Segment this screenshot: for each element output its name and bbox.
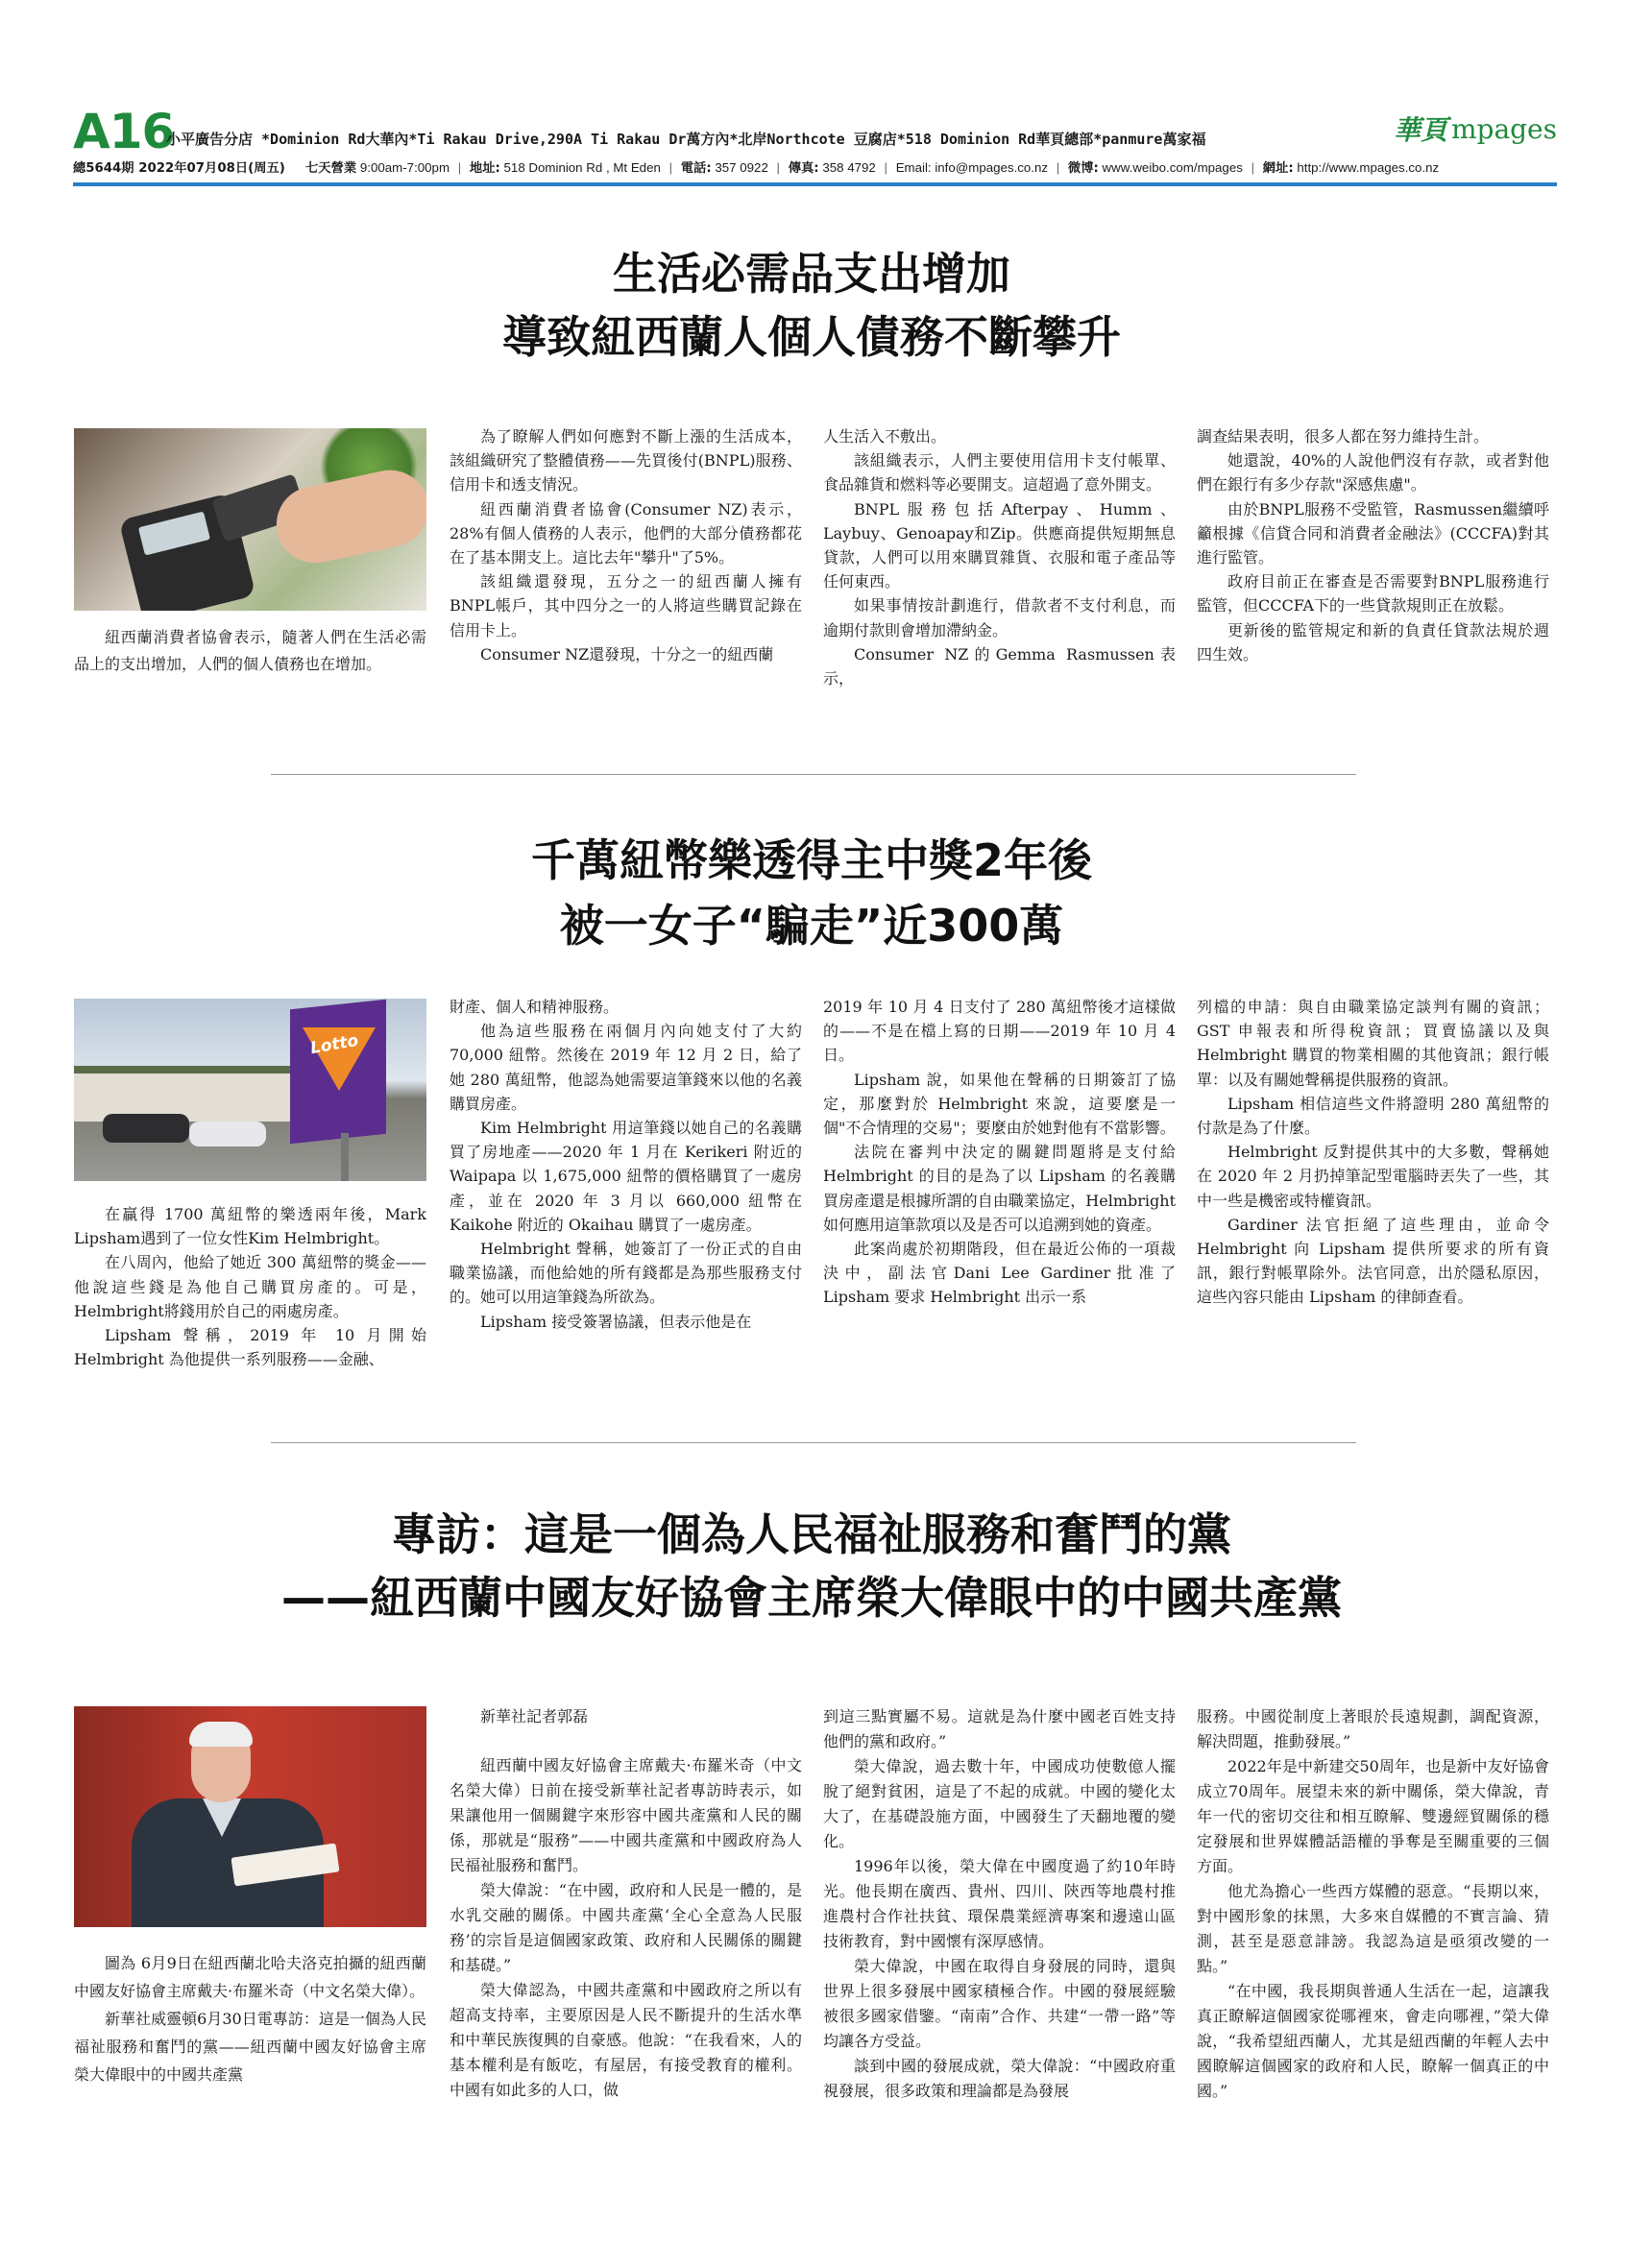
page-number: A16 bbox=[73, 104, 175, 159]
web-label: 網址: bbox=[1262, 161, 1294, 176]
caption-paragraph: 在贏得 1700 萬紐幣的樂透兩年後，Mark Lipsham遇到了一位女性Kim Helmbright。 bbox=[74, 1205, 426, 1248]
article2-headline bbox=[115, 828, 1508, 958]
phone: 357 0922 bbox=[715, 160, 768, 175]
article-paragraph: 列檔的申請：與自由職業協定談判有關的資訊；GST 申報表和所得稅資訊；買賣協議以及與 Helmbright 購買的物業相關的其他資訊；銀行帳單：以及有關她聲稱提供服務的資訊。 bbox=[1197, 998, 1549, 1089]
article-paragraph: Helmbright 反對提供其中的大多數，聲稱她在 2020 年 2 月扔掉筆記型電腦時丟失了一些，其中一些是機密或特權資訊。 bbox=[1197, 1143, 1549, 1210]
payment-terminal-photo bbox=[74, 428, 426, 611]
branch-list: 小平廣告分店 *Dominion Rd大華內*Ti Rakau Drive,290A Ti Rakau Dr萬方內*北岸Northcote 豆腐店*518 Dominion Rd華頁總部*panmure萬家福 bbox=[166, 131, 1206, 148]
article1-headline bbox=[115, 242, 1508, 369]
article-paragraph: 他尤為擔心一些西方媒體的惡意。“長期以來，對中國形象的抹黑，大多來自媒體的不實言論、猜測，甚至是惡意誹謗。我認為這是亟須改變的一點。” bbox=[1197, 1882, 1549, 1975]
article-paragraph: Gardiner 法官拒絕了這些理由，並命令 Helmbright 向 Lipsham 提供所要求的所有資訊，銀行對帳單除外。法官同意，出於隱私原因，這些內容只能由 Lipsham 的律師查看。 bbox=[1197, 1215, 1549, 1307]
man-reading-photo bbox=[74, 1706, 426, 1927]
article-paragraph: 法院在審判中決定的關鍵問題將是支付給 Helmbright 的目的是為了以 Lipsham 的名義購買房產還是根據所謂的自由職業協定，Helmbright 如何應用這筆款項以及是否可以追溯到她的資產。 bbox=[823, 1143, 1176, 1234]
article1-title-line2: 導致紐西蘭人個人債務不斷攀升 bbox=[502, 311, 1121, 363]
issue-date: 總5644期 2022年07月08日(周五) bbox=[73, 161, 285, 176]
article-paragraph: 紐西蘭消費者協會(Consumer NZ)表示，28%有個人債務的人表示，他們的大部分債務都花在了基本開支上。這比去年"攀升"了5%。 bbox=[450, 499, 802, 567]
article-paragraph: “在中國，我長期與普通人生活在一起，這讓我真正瞭解這個國家從哪裡來，會走向哪裡，”榮大偉說，“我希望紐西蘭人，尤其是紐西蘭的年輕人去中國瞭解這個國家的政府和人民，瞭解一個真正的中國。” bbox=[1197, 1982, 1549, 2100]
lotto-shop-photo bbox=[74, 999, 426, 1181]
phone-label: 電話: bbox=[680, 161, 712, 176]
article-paragraph: 他為這些服務在兩個月內向她支付了大約 70,000 紐幣。然後在 2019 年 12 月 2 日，給了她 280 萬紐幣，他認為她需要這筆錢來以他的名義購買房產。 bbox=[450, 1022, 802, 1113]
caption-paragraph: 圖為 6月9日在紐西蘭北哈夫洛克拍攝的紐西蘭中國友好協會主席戴夫·布羅米奇（中文名榮大偉）。 bbox=[74, 1954, 426, 2000]
mpages-logo[interactable] bbox=[1394, 108, 1557, 150]
weibo-label: 微博: bbox=[1067, 161, 1099, 176]
address: 518 Dominion Rd , Mt Eden bbox=[503, 160, 661, 175]
logo-latin-text: mpages bbox=[1450, 112, 1557, 145]
article-paragraph: BNPL服務包括Afterpay、Humm、Laybuy、Genoapay和Zip。供應商提供短期無息貸款，人們可以用來購買雜貨、衣服和電子產品等任何東西。 bbox=[823, 499, 1176, 591]
article-paragraph: Lipsham 接受簽署協議，但表示他是在 bbox=[480, 1312, 752, 1331]
article-paragraph: 談到中國的發展成就，榮大偉說：“中國政府重視發展，很多政策和理論都是為發展 bbox=[823, 2057, 1176, 2100]
article3-title-line1: 專訪：這是一個為人民福祉服務和奮鬥的黨 bbox=[392, 1508, 1231, 1560]
article-paragraph: 到這三點實屬不易。這就是為什麼中國老百姓支持他們的黨和政府。” bbox=[823, 1707, 1176, 1750]
article2-column-1 bbox=[450, 995, 802, 1390]
article-paragraph: 調查結果表明，很多人都在努力維持生計。 bbox=[1197, 427, 1490, 446]
logo-chinese-text: 華頁 bbox=[1393, 114, 1447, 146]
weibo-link[interactable]: www.weibo.com/mpages bbox=[1102, 160, 1243, 175]
article1-caption bbox=[74, 624, 426, 678]
article1-column-2 bbox=[823, 424, 1176, 712]
hours-label: 七天營業 bbox=[305, 161, 357, 176]
opening-hours: 9:00am-7:00pm bbox=[359, 160, 450, 175]
info-line: 總5644期 2022年07月08日(周五) 七天營業 9:00am-7:00pm | 地址: 518 Dominion Rd , Mt Eden | 電話: 357 0922 | 傳真: 358 4792 | Email: info@mpages.co.nz | 微博: www.weibo.com/mpages | 網址: http://www.mpages.co.nz bbox=[73, 160, 1440, 176]
article-paragraph: 她還說，40%的人說他們沒有存款，或者對他們在銀行有多少存款"深感焦慮"。 bbox=[1197, 451, 1549, 495]
article-paragraph: Helmbright 聲稱，她簽訂了一份正式的自由職業協議，而他給她的所有錢都是為那些服務支付的。她可以用這筆錢為所欲為。 bbox=[450, 1240, 802, 1307]
article2-column-3 bbox=[1197, 995, 1549, 1390]
article-paragraph: 2022年是中新建交50周年，也是新中友好協會成立70周年。展望未來的新中關係，榮大偉說，青年一代的密切交往和相互瞭解、雙邊經貿關係的穩定發展和世界媒體話語權的爭奪是至關重要的三個方面。 bbox=[1197, 1757, 1549, 1875]
caption-paragraph: 在八周內，他給了她近 300 萬紐幣的獎金——他說這些錢是為他自己購買房產的。可是，Helmbright將錢用於自己的兩處房產。 bbox=[74, 1253, 426, 1320]
article-paragraph: 該組織表示，人們主要使用信用卡支付帳單、食品雜貨和燃料等必要開支。這超過了意外開支。 bbox=[823, 451, 1176, 495]
article-paragraph: 榮大偉說，過去數十年，中國成功使數億人擺脫了絕對貧困，這是了不起的成就。中國的變化太大了，在基礎設施方面，中國發生了天翻地覆的變化。 bbox=[823, 1757, 1176, 1850]
article-paragraph: 2019 年 10 月 4 日支付了 280 萬紐幣後才這樣做的——不是在檔上寫的日期——2019 年 10 月 4 日。 bbox=[823, 998, 1176, 1065]
article-paragraph: 榮大偉說：“在中國，政府和人民是一體的，是水乳交融的關係。中國共產黨‘全心全意為人民服務’的宗旨是這個國家政策、政府和人民關係的關鍵和基礎。” bbox=[450, 1881, 802, 1974]
website-link[interactable]: http://www.mpages.co.nz bbox=[1297, 160, 1440, 175]
article3-headline bbox=[115, 1503, 1508, 1629]
section-divider bbox=[271, 774, 1356, 775]
article-paragraph: Kim Helmbright 用這筆錢以她自己的名義購買了房地產——2020 年 1 月在 Kerikeri 附近的 Waipapa 以 1,675,000 紐幣的價格購買了一處房產，並在 2020 年 3 月以 660,000 紐幣在 Kaikohe 附近的 Okaihau 購買了一處房產。 bbox=[450, 1119, 802, 1234]
article3-title-line2: ——紐西蘭中國友好協會主席榮大偉眼中的中國共產黨 bbox=[281, 1572, 1342, 1624]
caption-paragraph: 新華社威靈頓6月30日電專訪：這是一個為人民福祉服務和奮鬥的黨——紐西蘭中國友好協會主席榮大偉眼中的中國共產黨 bbox=[74, 2010, 426, 2084]
article-paragraph: 1996年以後，榮大偉在中國度過了約10年時光。他長期在廣西、貴州、四川、陝西等地農村推進農村合作社扶貧、環保農業經濟專案和邊遠山區技術教育，對中國懷有深厚感情。 bbox=[823, 1857, 1176, 1950]
masthead bbox=[73, 104, 1557, 186]
article1-column-3 bbox=[1197, 424, 1549, 712]
lotto-sign-text: Lotto bbox=[308, 1030, 360, 1059]
article-paragraph: 榮大偉說，中國在取得自身發展的同時，還與世界上很多發展中國家積極合作。中國的發展經驗被很多國家借鑒。“南南”合作、共建“一帶一路”等均讓各方受益。 bbox=[823, 1957, 1176, 2050]
article2-column-2 bbox=[823, 995, 1176, 1390]
caption-paragraph: Lipsham 聲稱，2019 年 10 月開始 Helmbright 為他提供一系列服務——金融、 bbox=[74, 1326, 426, 1369]
email-link[interactable]: Email: info@mpages.co.nz bbox=[895, 160, 1049, 175]
article2-caption-column bbox=[74, 1202, 426, 1394]
article-paragraph: 如果事情按計劃進行，借款者不支付利息，而逾期付款則會增加滯納金。 bbox=[823, 596, 1176, 639]
article1-column-1 bbox=[450, 424, 802, 712]
article-paragraph: 該組織還發現，五分之一的紐西蘭人擁有BNPL帳戶，其中四分之一的人將這些購買記錄在信用卡上。 bbox=[450, 572, 802, 639]
article-paragraph: Consumer NZ的Gemma Rasmussen表示， bbox=[823, 644, 1176, 688]
article-paragraph: Lipsham 說，如果他在聲稱的日期簽訂了協定，那麼對於 Helmbright 來說，這要麼是一個"不合情理的交易"；要麼由於她對他有不當影響。 bbox=[823, 1070, 1176, 1138]
article-paragraph: 此案尚處於初期階段，但在最近公佈的一項裁決中，副法官Dani Lee Gardiner批准了 Lipsham 要求 Helmbright 出示一系 bbox=[823, 1240, 1176, 1307]
fax-label: 傳真: bbox=[788, 161, 819, 176]
article-paragraph: Lipsham 相信這些文件將證明 280 萬紐幣的付款是為了什麼。 bbox=[1197, 1094, 1549, 1138]
fax: 358 4792 bbox=[822, 160, 876, 175]
article-paragraph: 政府目前正在審查是否需要對BNPL服務進行監管，但CCCFA下的一些貸款規則正在放鬆。 bbox=[1197, 572, 1549, 615]
article3-column-2 bbox=[823, 1704, 1176, 2127]
header-rule bbox=[73, 182, 1557, 186]
article2-title-line2: 被一女子“騙走”近300萬 bbox=[559, 900, 1064, 952]
article-paragraph: 榮大偉認為，中國共產黨和中國政府之所以有超高支持率，主要原因是人民不斷提升的生活水準和中華民族復興的自豪感。他說：“在我看來，人的基本權利是有飯吃，有屋居，有接受教育的權利。中國有如此多的人口，做 bbox=[450, 1981, 802, 2099]
article1-title-line1: 生活必需品支出增加 bbox=[613, 248, 1010, 300]
article-paragraph: 由於BNPL服務不受監管，Rasmussen繼續呼籲根據《信貸合同和消費者金融法》(CCCFA)對其進行監管。 bbox=[1197, 499, 1549, 567]
section-divider bbox=[271, 1442, 1356, 1443]
article2-title-line1: 千萬紐幣樂透得主中獎2年後 bbox=[530, 834, 1092, 886]
article-paragraph: 人生活入不敷出。 bbox=[823, 427, 947, 446]
article3-column-3 bbox=[1197, 1704, 1549, 2127]
article-paragraph: 財產、個人和精神服務。 bbox=[450, 998, 620, 1016]
article3-byline: 新華社記者郭磊 bbox=[480, 1707, 589, 1725]
article3-caption bbox=[74, 1949, 426, 2088]
article1-caption-text: 紐西蘭消費者協會表示，隨著人們在生活必需品上的支出增加，人們的個人債務也在增加。 bbox=[74, 628, 426, 673]
article-paragraph: 為了瞭解人們如何應對不斷上漲的生活成本，該組織研究了整體債務——先買後付(BNPL)服務、信用卡和透支情況。 bbox=[450, 427, 802, 495]
address-label: 地址: bbox=[469, 161, 500, 176]
article-paragraph: 服務。中國從制度上著眼於長遠規劃，調配資源，解決問題，推動發展。” bbox=[1197, 1707, 1549, 1750]
article-paragraph: 更新後的監管規定和新的負責任貸款法規於週四生效。 bbox=[1197, 620, 1549, 664]
article-paragraph: 紐西蘭中國友好協會主席戴夫·布羅米奇（中文名榮大偉）日前在接受新華社記者專訪時表示，如果讓他用一個關鍵字來形容中國共產黨和人民的關係，那就是“服務”——中國共產黨和中國政府為人民福祉服務和奮鬥。 bbox=[450, 1756, 802, 1874]
article3-column-1 bbox=[450, 1704, 802, 2127]
article-paragraph: Consumer NZ還發現，十分之一的紐西蘭 bbox=[480, 644, 774, 664]
